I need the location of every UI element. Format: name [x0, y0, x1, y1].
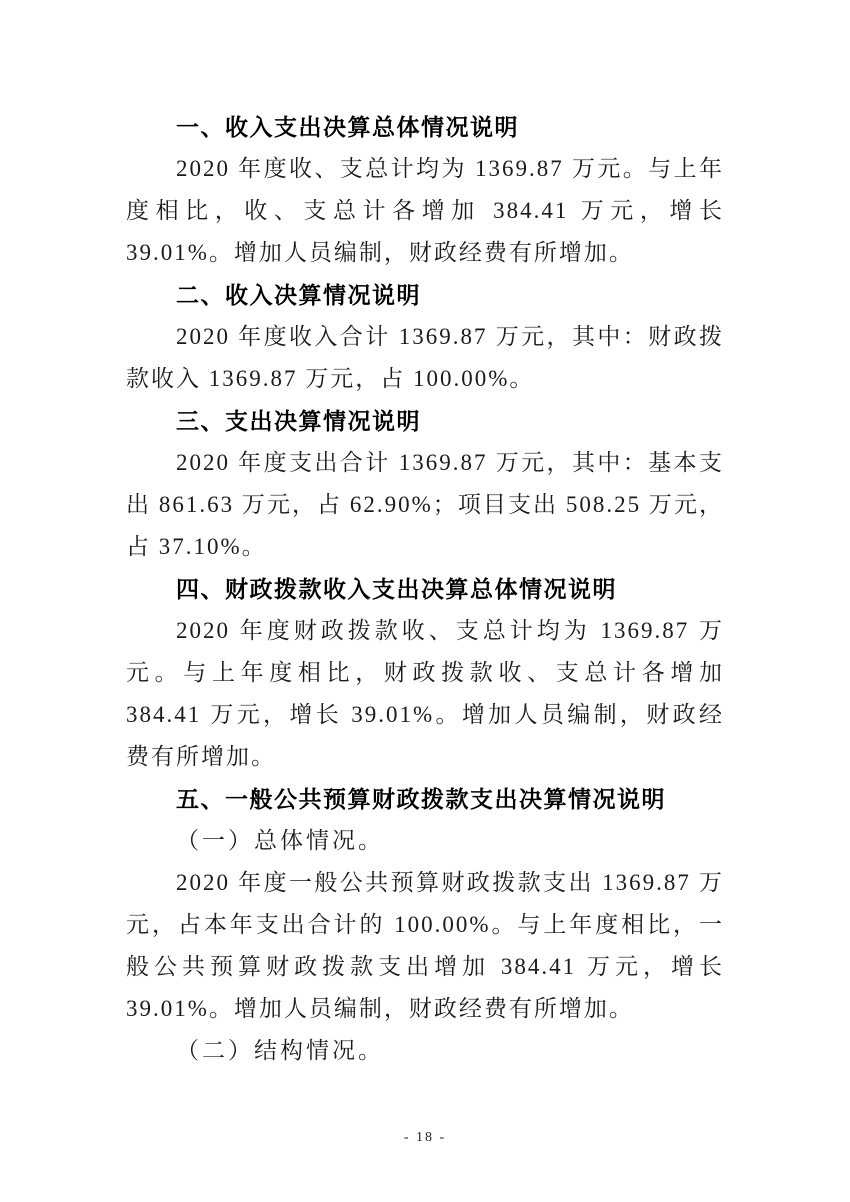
page-number: - 18 - [403, 1130, 447, 1145]
section-5-heading: 五、一般公共预算财政拨款支出决算情况说明 [176, 786, 666, 812]
section-4-paragraph: 2020 年度财政拨款收、支总计均为 1369.87 万元。与上年度相比，财政拨款收、支总计各增加 384.41 万元，增长 39.01%。增加人员编制，财政经费有所增加。 [126, 618, 724, 769]
section-1-heading: 一、收入支出决算总体情况说明 [176, 114, 519, 140]
section-1-paragraph: 2020 年度收、支总计均为 1369.87 万元。与上年度相比，收、支总计各增加 384.41 万元，增长 39.01%。增加人员编制，财政经费有所增加。 [126, 156, 724, 265]
document-body [126, 106, 724, 1072]
section-3-paragraph: 2020 年度支出合计 1369.87 万元，其中：基本支出 861.63 万元，占 62.90%；项目支出 508.25 万元，占 37.10%。 [126, 450, 724, 559]
section-2-heading: 二、收入决算情况说明 [176, 282, 421, 308]
section-3-heading: 三、支出决算情况说明 [176, 408, 421, 434]
section-5-subheading-1: （一）总体情况。 [176, 828, 384, 853]
section-5-paragraph-1: 2020 年度一般公共预算财政拨款支出 1369.87 万元，占本年支出合计的 100.00%。与上年度相比，一般公共预算财政拨款支出增加 384.41 万元，增长 39.01%。增加人员编制，财政经费有所增加。 [126, 870, 724, 1021]
section-2-paragraph: 2020 年度收入合计 1369.87 万元，其中：财政拨款收入 1369.87 万元，占 100.00%。 [126, 324, 724, 391]
section-4-heading: 四、财政拨款收入支出决算总体情况说明 [176, 576, 617, 602]
section-5-subheading-2: （二）结构情况。 [176, 1038, 384, 1063]
